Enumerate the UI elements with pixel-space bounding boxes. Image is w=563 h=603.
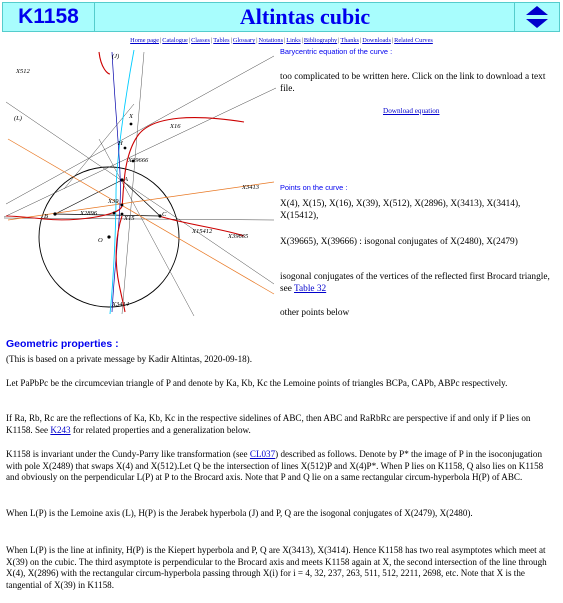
curve-code: K1158 [3,3,95,31]
page-title: Altintas cubic [239,4,371,29]
label-l: (L) [14,115,22,122]
up-down-arrows-icon[interactable] [514,3,559,31]
paragraph-6: When L(P) is the line at infinity, H(P) is the Kiepert hyperbola and P, Q are X(3413), X(3414). Hence K1158 has two real asymptotes which meet at X(39) on the cubic. The third asymptote is perpendicular to the Brocard axis and meets K1158 again at X, the second intersection of the line through X(4), X(2896) with the rectangular circum-hyperbola passing through X(i) for i = 4, 32, 237, 263, 511, 512, 2211, 2698, etc. Note that X is the tangential of X(39) in K1158. [6,545,547,590]
other-points: other points below [280,308,350,318]
label-c: C [162,211,167,218]
label-j: (J) [112,53,120,60]
cubic-branch-bottom [116,216,125,312]
label-x39: X39 [108,198,119,205]
label-x3414: X3414 [112,301,129,308]
k243-link[interactable]: K243 [50,424,71,435]
table-32-link[interactable]: Table 32 [294,284,327,294]
label-x: X [129,113,133,120]
isogonal-points: X(39665), X(39666) : isogonal conjugates of X(2480), X(2479) [280,237,518,247]
label-a: A [124,176,128,183]
points-list: X(4), X(15), X(16), X(39), X(512), X(2896), X(3413), X(3414), X(15412), [280,199,521,221]
paragraph-5: When L(P) is the Lemoine axis (L), H(P) is the Jerabek hyperbola (J) and P, Q are the isogonal conjugates of X(2479), X(2480). [6,508,473,518]
barycentric-text: too complicated to be written here. Click on the link to download a text file. [280,72,546,94]
cl037-link[interactable]: CL037 [249,449,276,459]
label-x2896: X2896 [80,210,97,217]
paragraph-2: Let PaPbPc be the circumcevian triangle of P and denote by Ka, Kb, Kc the Lemoine points of triangles BCPa, CAPb, ABPc respectively. [6,378,508,388]
label-x512: X512 [16,68,30,75]
cubic-branch-top [99,52,110,74]
nav-classes[interactable]: Classes [191,37,210,44]
geometric-heading: Geometric properties : [6,338,119,350]
cubic-figure [4,44,276,316]
page-header [2,2,560,32]
brocard-points: isogonal conjugates of the vertices of the reflected first Brocard triangle, see Table 32 [280,272,550,294]
paragraph-4: K1158 is invariant under the Cundy-Parry like transformation (see CL037) described as follows. Denote by P* the image of P in the isoconjugation with pole X(2489) that swaps X(4) and X(512).Let Q be the intersection of lines X(512)P and X(4)P*. When P lies on K1158, Q also lies on K1158 and obviously on the perpendicular L(P) at P to the Brocard axis. Note that P and Q lie on a same rectangular circum-hyperbola H(P) of ABC. [6,449,544,482]
nav-tables[interactable]: Tables [213,37,230,44]
nav-thanks[interactable]: Thanks [340,37,359,44]
barycentric-heading: Barycentric equation of the curve : [280,47,393,56]
paragraph-3: If Ra, Rb, Rc are the reflections of Ka, Kb, Kc in the respective sidelines of ABC, then ABC and RaRbRc are perspective if and only if P lies on K1158. See K243 for related properties and a generalization below. [6,413,531,435]
label-x16: X16 [170,123,181,130]
label-b: B [44,213,48,220]
label-x3413: X3413 [242,184,259,191]
paragraph-1: (This is based on a private message by Kadir Altintas, 2020-09-18). [6,354,252,364]
download-equation-link[interactable]: Download equation [383,107,440,115]
nav-home-page[interactable]: Home page [130,37,160,44]
nav-links[interactable]: Links [286,37,301,44]
nav-downloads[interactable]: Downloads [362,37,391,44]
nav-glossary[interactable]: Glossary [232,37,256,44]
label-h: H [118,140,123,147]
label-o: O [98,237,103,244]
nav-bibliography[interactable]: Bibliography [303,37,338,44]
nav-catalogue[interactable]: Catalogue [162,37,188,44]
nav-bar: Home page|Catalogue|Classes|Tables|Glossary|Notations|Links|Bibliography|Thanks|Downloads|Related Curves [130,37,433,44]
label-x15412: X15412 [192,228,213,235]
label-x39665: X39665 [228,233,249,240]
nav-notations[interactable]: Notations [258,37,284,44]
label-x39666: X39666 [128,157,149,164]
nav-related-curves[interactable]: Related Curves [394,37,433,44]
points-heading: Points on the curve : [280,183,348,192]
label-x15: X15 [124,215,135,222]
